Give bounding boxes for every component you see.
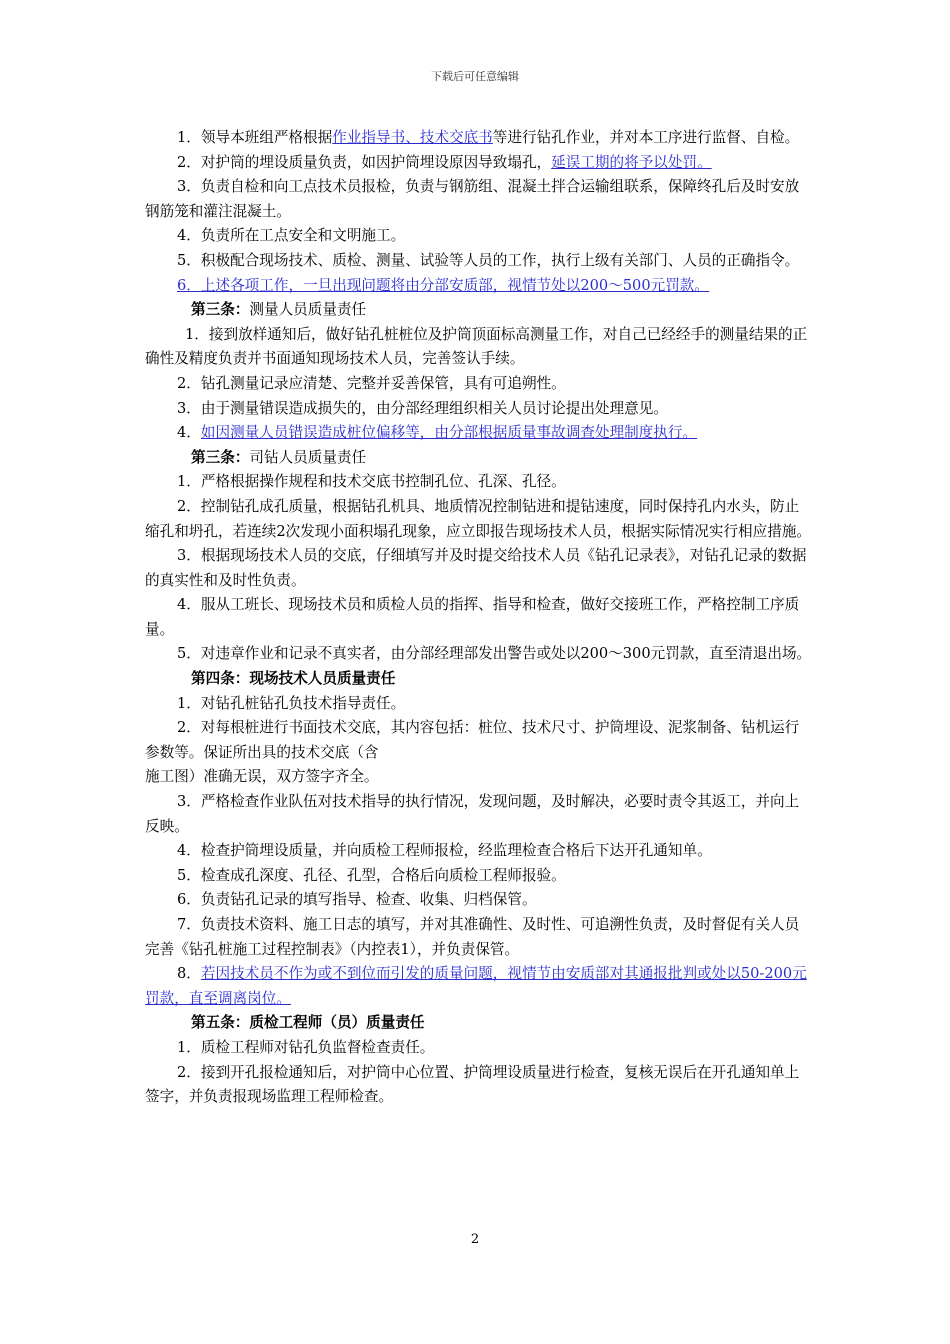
hyperlink[interactable]: 作业指导书、技术交底书 [332,129,493,146]
paragraph: 施工图）准确无误，双方签字齐全。 [145,768,379,786]
hyperlink[interactable]: 如因测量人员错误造成桩位偏移等，由分部根据质量事故调查处理制度执行。 [200,424,698,442]
text: 1．领导本班组严格根据 [177,129,333,146]
paragraph: 2．钻孔测量记录应清楚、完整并妥善保管，具有可追朔性。 [177,374,566,392]
text: 4． [177,424,201,442]
heading-text: 测量人员质量责任 [249,301,367,319]
text: 8． [177,965,201,983]
section-heading [145,446,813,471]
paragraph: 1．对钻孔桩钻孔负技术指导责任。 [177,694,406,712]
paragraph [145,151,813,176]
heading-text: 司钻人员质量责任 [249,448,367,466]
paragraph: 5．积极配合现场技术、质检、测量、试验等人员的工作，执行上级有关部门、人员的正确指令。 [177,251,800,269]
paragraph: 1．接到放样通知后，做好钻孔桩桩位及护筒顶面标高测量工作，对自己已经经手的测量结果的正确性及精度负责并书面通知现场技术人员，完善签认手续。 [145,325,808,368]
paragraph: 2．控制钻孔成孔质量，根据钻孔机具、地质情况控制钻进和提钻速度，同时保持孔内水头，防止缩孔和坍孔，若连续2次发现小面积塌孔现象，应立即报告现场技术人员，根据实际情况实行相应措施。 [145,497,812,540]
document-body [145,126,813,1110]
paragraph: 4．服从工班长、现场技术员和质检人员的指挥、指导和检查，做好交接班工作，严格控制工序质量。 [145,596,800,638]
section-heading: 第五条：质检工程师（员）质量责任 [191,1014,425,1032]
heading-label: 第三条： [191,448,250,466]
paragraph: 5．对违章作业和记录不真实者，由分部经理部发出警告或处以200～300元罚款，直至清退出场。 [177,645,812,663]
paragraph: 2．对每根桩进行书面技术交底，其内容包括：桩位、技术尺寸、护筒埋设、泥浆制备、钻机运行参数等。保证所出具的技术交底（含 [145,719,800,761]
text: 2．对护筒的埋设质量负责，如因护筒埋设原因导致塌孔， [177,153,552,171]
paragraph: 1．严格根据操作规程和技术交底书控制孔位、孔深、孔径。 [177,473,566,491]
paragraph: 4．检查护筒埋设质量，并向质检工程师报检，经监理检查合格后下达开孔通知单。 [177,842,712,860]
heading-label: 第三条： [191,301,250,319]
paragraph: 3．负责自检和向工点技术员报检，负责与钢筋组、混凝土拌合运输组联系，保障终孔后及时安放钢筋笼和灌注混凝土。 [145,178,800,220]
paragraph: 5．检查成孔深度、孔径、孔型，合格后向质检工程师报验。 [177,866,566,884]
text: 等进行钻孔作业，并对本工序进行监督、自检。 [492,129,800,146]
section-heading [145,298,813,323]
paragraph [145,274,813,299]
page-header: 下载后可任意编辑 [431,70,519,83]
paragraph [145,126,813,151]
paragraph: 3．根据现场技术人员的交底，仔细填写并及时提交给技术人员《钻孔记录表》，对钻孔记录的数据的真实性和及时性负责。 [145,547,807,589]
hyperlink[interactable]: 6．上述各项工作，一旦出现问题将由分部安质部，视情节处以200～500元罚款。 [177,276,709,294]
paragraph: 4．负责所在工点安全和文明施工。 [177,227,406,245]
paragraph [145,962,813,1011]
paragraph: 1．质检工程师对钻孔负监督检查责任。 [177,1038,435,1056]
paragraph: 7．负责技术资料、施工日志的填写，并对其准确性、及时性、可追溯性负责，及时督促有关人员完善《钻孔桩施工过程控制表》（内控表1），并负责保管。 [145,916,800,958]
paragraph [145,421,813,446]
paragraph: 2．接到开孔报检通知后，对护筒中心位置、护筒埋设质量进行检查，复核无误后在开孔通知单上签字，并负责报现场监理工程师检查。 [145,1063,800,1106]
paragraph: 6．负责钻孔记录的填写指导、检查、收集、归档保管。 [177,891,537,909]
paragraph: 3．严格检查作业队伍对技术指导的执行情况，发现问题，及时解决，必要时责令其返工，并向上反映。 [145,793,800,835]
page-number: 2 [470,1232,480,1247]
hyperlink[interactable]: 若因技术员不作为或不到位而引发的质量问题，视情节由安质部对其通报批判或处以50-200元罚款，直至调离岗位。 [145,965,807,1007]
hyperlink[interactable]: 延误工期的将予以处罚。 [551,153,712,171]
section-heading: 第四条：现场技术人员质量责任 [191,670,396,688]
paragraph: 3．由于测量错误造成损失的，由分部经理组织相关人员讨论提出处理意见。 [177,399,668,417]
